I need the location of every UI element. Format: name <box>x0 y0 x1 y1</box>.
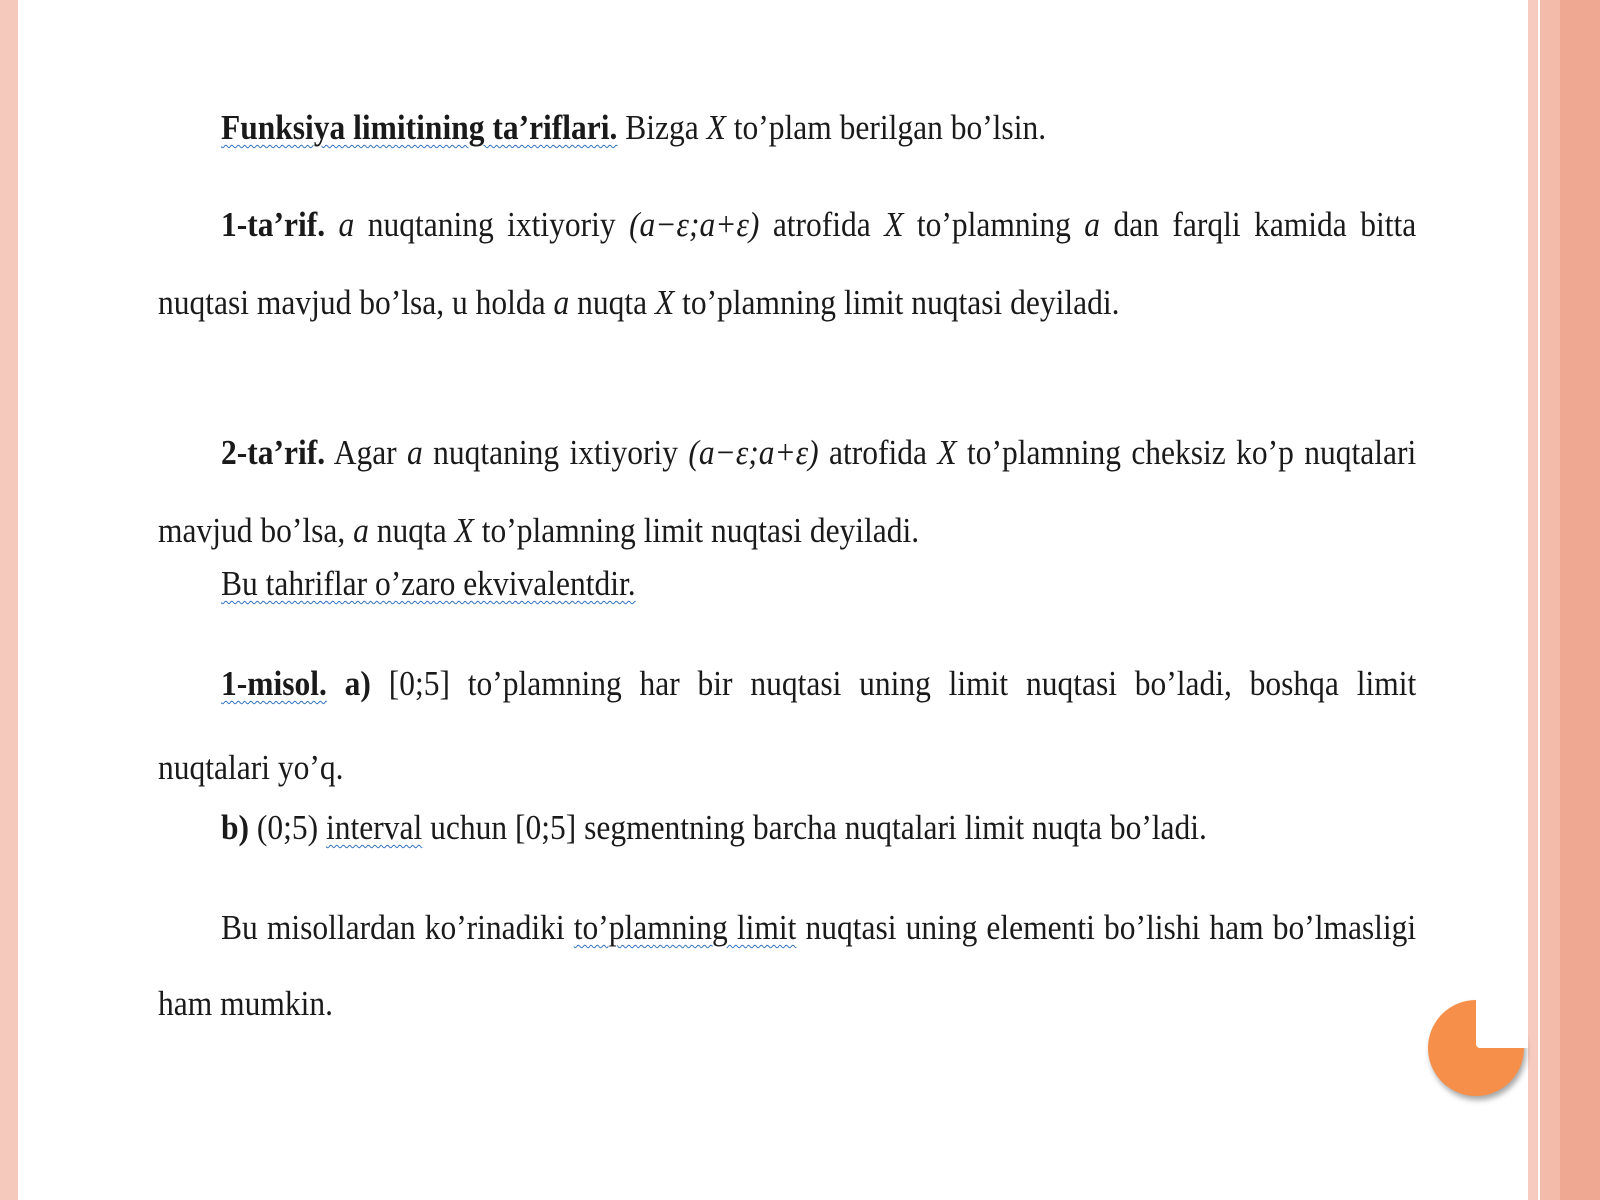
left-border-stripe <box>0 0 18 1200</box>
equivalence-note: Bu tahriflar o’zaro ekvivalentdir. <box>221 564 636 603</box>
definition-1: 1-ta’rif. a nuqtaning ixtiyoriy (a−ε;a+ε) atrofida X to’plamning a dan farqli kamida bitta nuqtasi mavjud bo’lsa, u holda a nuqta X to’plamning limit nuqtasi deyiladi. <box>158 205 1417 322</box>
right-border-stripe-dark <box>1560 0 1600 1200</box>
definition-2-label: 2-ta’rif. <box>221 433 326 472</box>
definition-1-label: 1-ta’rif. <box>221 205 326 244</box>
section-heading: Funksiya limitining ta’riflari. <box>221 108 618 147</box>
circle-notch <box>1476 996 1528 1048</box>
conclusion-paragraph: Bu misollardan ko’rinadiki to’plamning limit nuqtasi uning elementi bo’lishi ham bo’lmasligi ham mumkin. <box>158 908 1417 1023</box>
example-1-label: 1-misol. <box>221 664 327 703</box>
example-1a: 1-misol. a) [0;5] to’plamning har bir nuqtasi uning limit nuqtasi bo’ladi, boshqa limit nuqtalari yo’q. <box>158 664 1417 787</box>
paragraph-intro: Funksiya limitining ta’riflari. Bizga X to’plam berilgan bo’lsin. <box>221 108 1047 147</box>
right-border-stripe-thin <box>1528 0 1538 1200</box>
example-1b: b) (0;5) interval uchun [0;5] segmentning barcha nuqtalari limit nuqta bo’ladi. <box>221 808 1207 847</box>
definition-2: 2-ta’rif. Agar a nuqtaning ixtiyoriy (a−ε;a+ε) atrofida X to’plamning cheksiz ko’p nuqtalari mavjud bo’lsa, a nuqta X to’plamning limit nuqtasi deyiladi. <box>158 433 1417 550</box>
